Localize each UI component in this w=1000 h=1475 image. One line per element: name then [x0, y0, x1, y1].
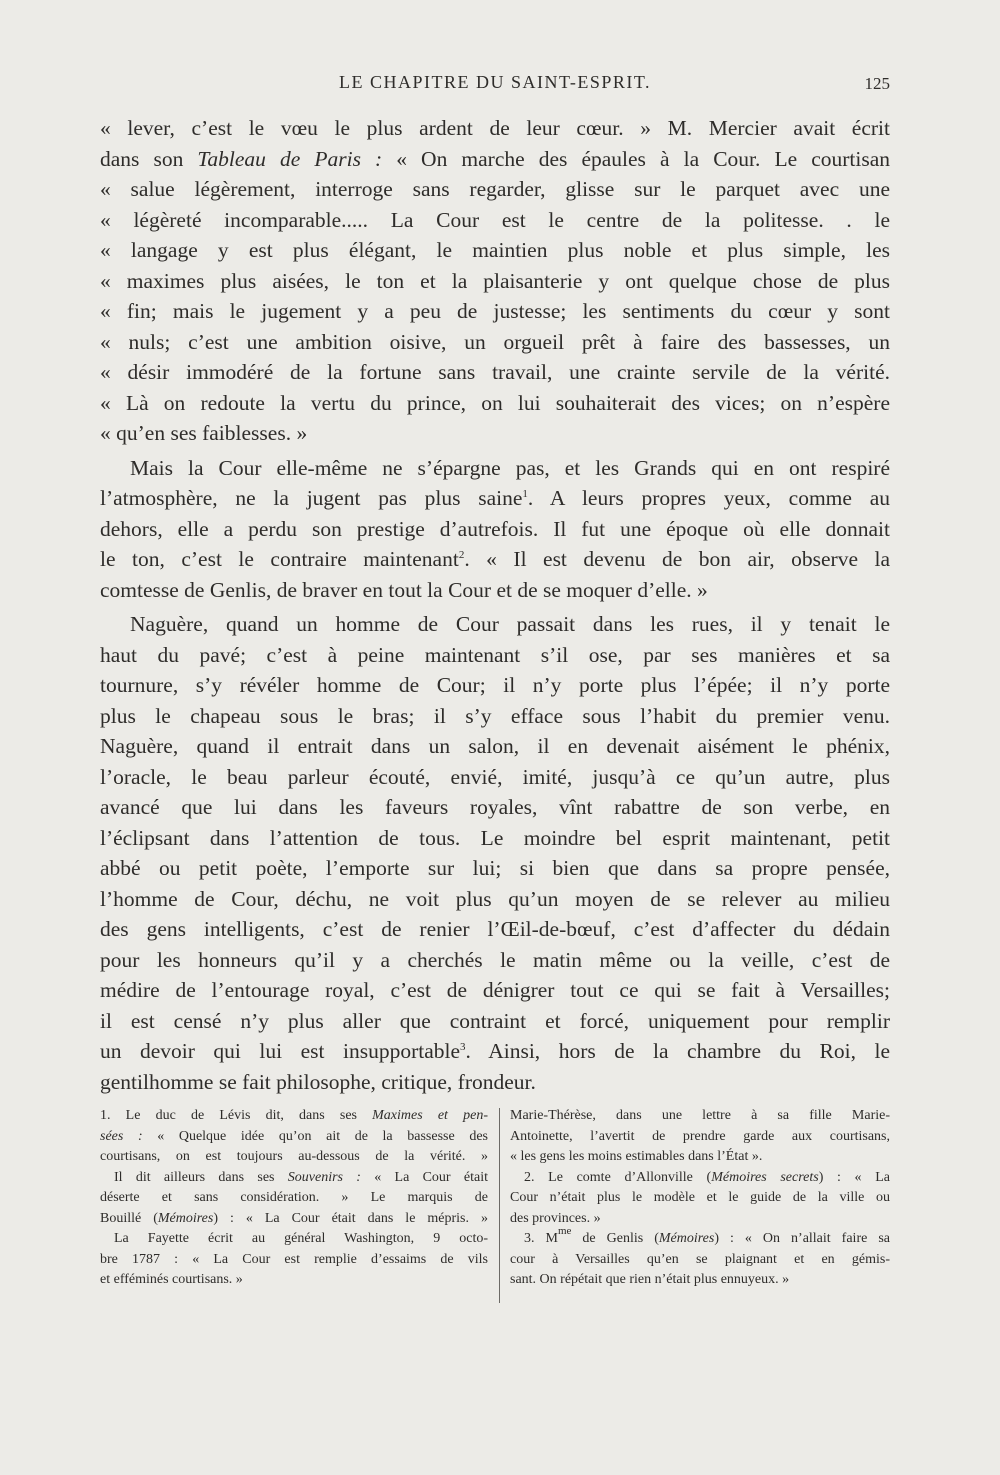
footnotes-right-column: [510, 1106, 890, 1291]
footnote-line: « les gens les moins estimables dans l’État ».: [510, 1149, 763, 1164]
text-run: . A leurs propres yeux, comme au: [527, 486, 890, 510]
text-line: médire de l’entourage royal, c’est de dénigrer tout ce qui se fait à Versailles;: [100, 978, 890, 1002]
text-run: le ton, c’est le contraire maintenant: [100, 547, 459, 571]
footnote-line: sant. On répétait que rien n’était plus ennuyeux. »: [510, 1272, 790, 1287]
footnotes-left-column: [100, 1106, 488, 1291]
text-line: avancé que lui dans les faveurs royales, vînt rabattre de son verbe, en: [100, 795, 890, 819]
footnote-line: [100, 1106, 488, 1127]
footnote-line: et efféminés courtisans. »: [100, 1272, 243, 1287]
text-run: 2. Le comte d’Allonville (: [524, 1169, 712, 1185]
text-run: « On marche des épaules à la Cour. Le courtisan: [382, 146, 890, 171]
text-line: pour les honneurs qu’il y a cherchés le matin même ou la veille, c’est de: [100, 947, 890, 972]
main-text: [100, 113, 890, 1097]
footnote-line: Cour n’était plus le modèle et le guide de la ville ou: [510, 1190, 890, 1205]
text-line: comtesse de Genlis, de braver en tout la Cour et de se moquer d’elle. »: [100, 577, 708, 602]
text-line: gentilhomme se fait philosophe, critique, frondeur.: [100, 1069, 536, 1094]
text-run: . « Il est devenu de bon air, observe la: [464, 547, 890, 571]
footnote-ref-3[interactable]: 3: [460, 1041, 466, 1053]
footnote-line: cour à Versailles qu’en se plaignant et en gémis-: [510, 1251, 890, 1267]
text-line: Naguère, quand un homme de Cour passait dans les rues, il y tenait le: [130, 612, 890, 636]
text-run: ) : « On n’allait faire sa: [714, 1231, 890, 1246]
footnote-line: [100, 1168, 488, 1189]
footnote-line: [100, 1127, 488, 1148]
text-line: « Là on redoute la vertu du prince, on lui souhaiterait des vices; on n’espère: [100, 390, 890, 415]
text-line: tournure, s’y révéler homme de Cour; il n’y porte plus l’épée; il n’y porte: [100, 673, 890, 697]
italic-title: Mémoires secrets: [711, 1169, 819, 1185]
text-run: ) : « La: [818, 1169, 890, 1185]
text-line: des gens intelligents, c’est de renier l’Œil-de-bœuf, c’est d’affecter du dédain: [100, 917, 890, 941]
text-line: « maximes plus aisées, le ton et la plaisanterie y ont quelque chose de plus: [100, 268, 890, 293]
italic-title: Souvenirs :: [287, 1169, 361, 1185]
text-run: Il dit ailleurs dans ses: [114, 1169, 288, 1185]
page-number: 125: [864, 74, 890, 93]
text-run: ) : « La Cour était dans le mépris. »: [213, 1210, 488, 1226]
running-title: LE CHAPITRE DU SAINT-ESPRIT.: [338, 72, 651, 92]
text-line: l’oracle, le beau parleur écouté, envié, imité, jusqu’à ce qu’un autre, plus: [100, 764, 890, 789]
text-line: abbé ou petit poète, l’emporte sur lui; si bien que dans sa propre pensée,: [100, 856, 890, 880]
text-line: plus le chapeau sous le bras; il s’y efface sous l’habit du premier venu.: [100, 703, 890, 728]
text-run: 3. M: [524, 1231, 558, 1246]
text-line: dehors, elle a perdu son prestige d’autrefois. Il fut une époque où elle donnait: [100, 516, 890, 541]
text-line: « légèreté incomparable..... La Cour est le centre de la politesse. . le: [100, 207, 890, 232]
footnote-line: Antoinette, l’avertit de prendre garde aux courtisans,: [510, 1128, 890, 1144]
text-line: [100, 544, 890, 575]
footnote-line: des provinces. »: [510, 1210, 601, 1226]
text-line: l’homme de Cour, déchu, ne voit plus qu’un moyen de se relever au milieu: [100, 886, 890, 911]
text-line: « langage y est plus élégant, le maintien plus noble et plus simple, les: [100, 238, 890, 262]
text-line: « fin; mais le jugement y a peu de justesse; les sentiments du cœur y sont: [100, 299, 890, 323]
text-run: . Ainsi, hors de la chambre du Roi, le: [465, 1039, 890, 1063]
page-header: [100, 68, 890, 98]
italic-title: Mémoires: [658, 1231, 715, 1246]
text-line: haut du pavé; c’est à peine maintenant s’il ose, par ses manières et sa: [100, 642, 890, 667]
text-run: de Genlis (: [571, 1231, 659, 1246]
text-line: « qu’en ses faiblesses. »: [100, 421, 308, 445]
text-line: [100, 144, 890, 175]
column-divider: [499, 1108, 500, 1303]
text-run: « Quelque idée qu’on ait de la bassesse des: [142, 1128, 488, 1144]
text-run: 1. Le duc de Lévis dit, dans ses: [100, 1108, 373, 1123]
italic-title: Maximes et pen-: [372, 1108, 488, 1123]
superscript: me: [557, 1225, 572, 1237]
text-line: Naguère, quand il entrait dans un salon, il en devenait aisément le phénix,: [100, 734, 890, 758]
italic-title: Tableau de Paris :: [197, 146, 383, 171]
text-run: un devoir qui lui est insupportable: [100, 1039, 461, 1063]
text-line: il est censé n’y plus aller que contraint et forcé, uniquement pour remplir: [100, 1008, 890, 1033]
footnote-line: bre 1787 : « La Cour est remplie d’essaims de vils: [100, 1251, 488, 1267]
footnote-ref-2[interactable]: 2: [458, 549, 465, 561]
text-line: l’éclipsant dans l’attention de tous. Le moindre bel esprit maintenant, petit: [100, 825, 890, 850]
text-run: l’atmosphère, ne la jugent pas plus saine: [100, 486, 523, 510]
footnote-line: courtisans, on est toujours au-dessous de la vérité. »: [100, 1149, 488, 1164]
text-line: [100, 1036, 890, 1067]
footnote-ref-1[interactable]: 1: [522, 488, 528, 500]
footnote-line: déserte et sans considération. » Le marquis de: [100, 1190, 488, 1205]
footnote-line: [100, 1209, 488, 1230]
italic-title: Mémoires: [157, 1210, 214, 1226]
italic-title: sées :: [100, 1128, 143, 1144]
footnote-line: Marie-Thérèse, dans une lettre à sa fille Marie-: [510, 1108, 890, 1123]
footnote-line: [510, 1168, 890, 1189]
footnote-line: [510, 1225, 890, 1250]
text-line: Mais la Cour elle-même ne s’épargne pas, et les Grands qui en ont respiré: [130, 455, 890, 480]
text-line: [100, 483, 890, 514]
text-run: « La Cour était: [360, 1169, 488, 1185]
text-line: « désir immodéré de la fortune sans travail, une crainte servile de la vérité.: [100, 360, 890, 384]
footnote-line: La Fayette écrit au général Washington, 9 octo-: [114, 1231, 488, 1246]
text-line: « lever, c’est le vœu le plus ardent de leur cœur. » M. Mercier avait écrit: [100, 116, 890, 140]
text-line: « salue légèrement, interroge sans regarder, glisse sur le parquet avec une: [100, 177, 890, 201]
text-run: dans son: [100, 146, 198, 171]
text-run: Bouillé (: [100, 1210, 158, 1226]
text-line: « nuls; c’est une ambition oisive, un orgueil prêt à faire des bassesses, un: [100, 329, 890, 354]
